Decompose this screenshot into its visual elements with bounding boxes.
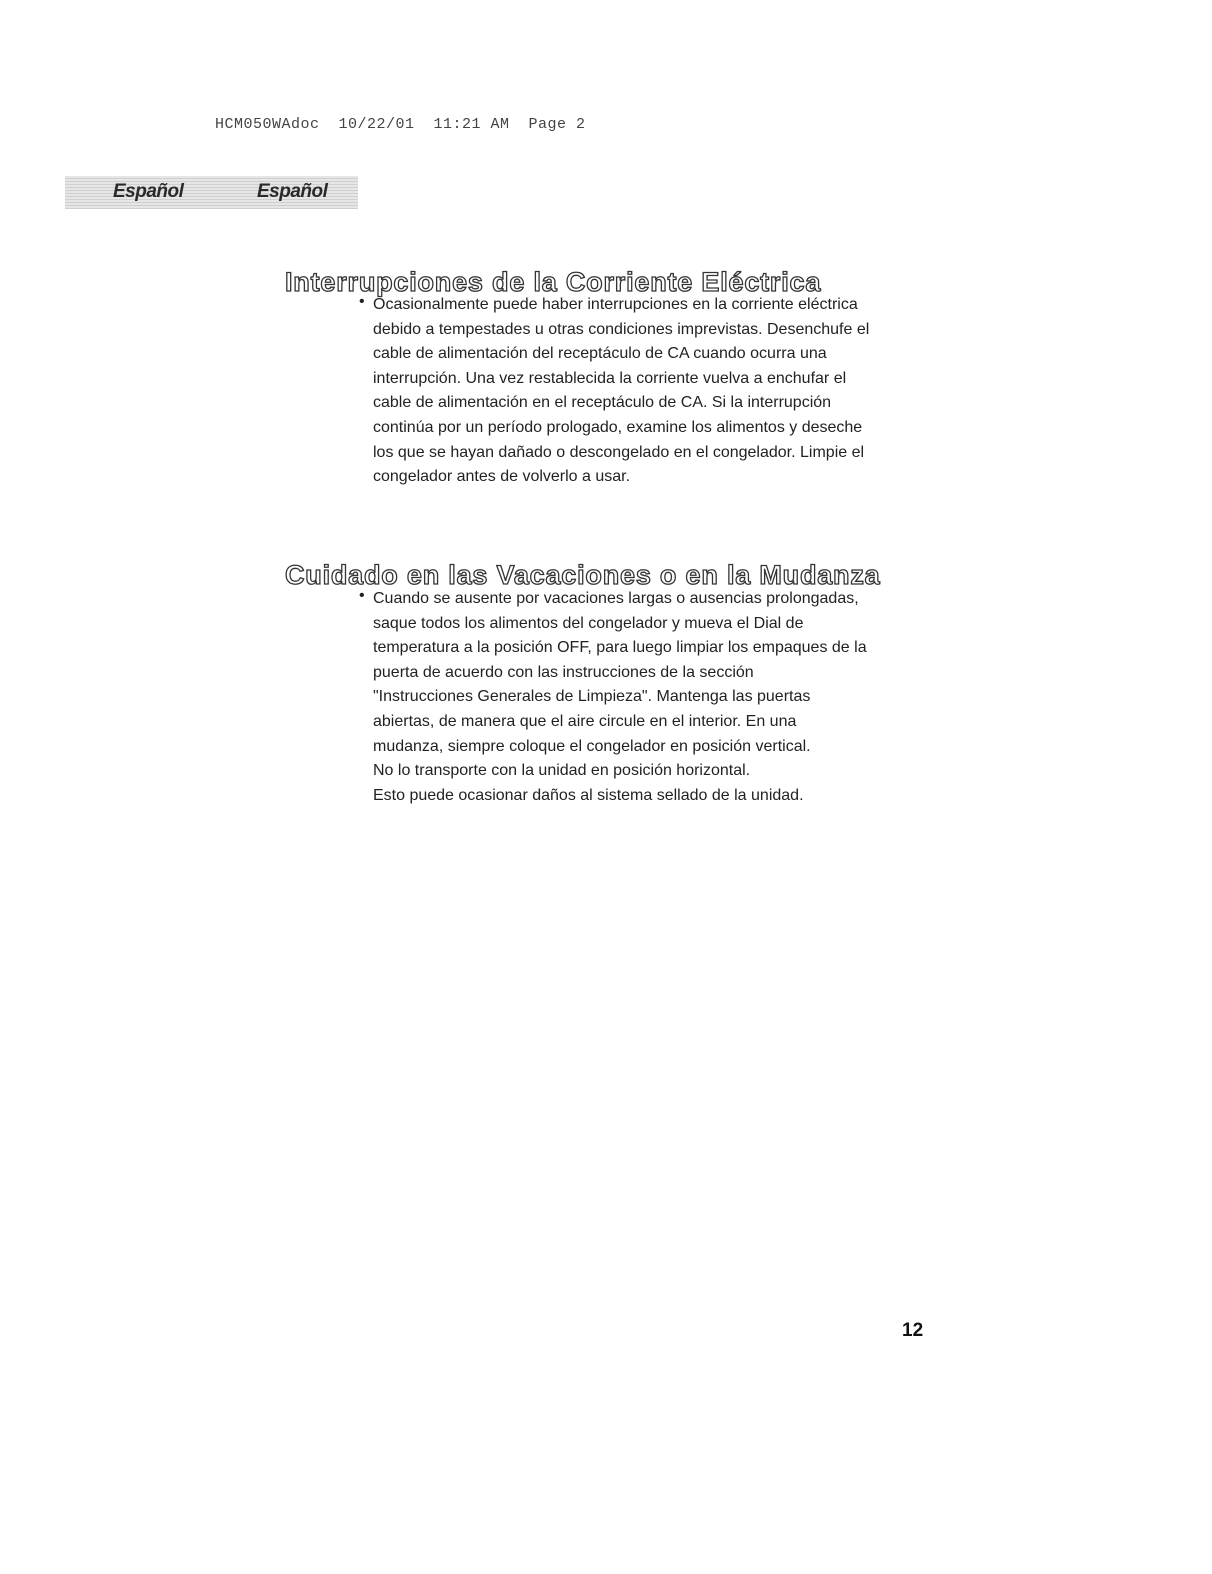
paragraph-line: congelador antes de volverlo a usar. [373, 468, 631, 486]
file-header: HCM050WAdoc 10/22/01 11:21 AM Page 2 [215, 116, 586, 133]
paragraph-line: Esto puede ocasionar daños al sistema sellado de la unidad. [373, 786, 804, 804]
paragraph-line: saque todos los alimentos del congelador y mueva el Dial de [373, 614, 804, 632]
bullet-marker: • [359, 293, 365, 310]
bullet-marker: • [359, 587, 365, 604]
paragraph-line: interrupción. Una vez restablecida la corriente vuelva a enchufar el [373, 369, 847, 387]
paragraph-line: mudanza, siempre coloque el congelador en posición vertical. [373, 737, 811, 755]
paragraph-line: cable de alimentación del receptáculo de CA cuando ocurra una [373, 345, 827, 363]
language-label-left: Español [113, 181, 184, 202]
paragraph-line: puerta de acuerdo con las instrucciones de la sección [373, 663, 754, 681]
paragraph-line: "Instrucciones Generales de Limpieza". Mantenga las puertas [373, 688, 811, 706]
paragraph-line: cable de alimentación en el receptáculo de CA. Si la interrupción [373, 394, 832, 412]
paragraph-line: debido a tempestades u otras condiciones imprevistas. Desenchufe el [373, 320, 870, 338]
section-paragraph-power-interruptions [373, 293, 933, 490]
paragraph-line: temperatura a la posición OFF, para luego limpiar los empaques de la [373, 639, 867, 657]
language-tab [65, 176, 358, 209]
paragraph-line: No lo transporte con la unidad en posición horizontal. [373, 762, 751, 780]
paragraph-line: Ocasionalmente puede haber interrupciones en la corriente eléctrica [373, 296, 858, 313]
paragraph-line: continúa por un período prologado, examine los alimentos y deseche [373, 418, 863, 436]
section-title-vacation-moving: Cuidado en las Vacaciones o en la Mudanza [285, 560, 881, 591]
language-label-right: Español [257, 181, 328, 202]
page-number: 12 [902, 1320, 924, 1341]
paragraph-line: Cuando se ausente por vacaciones largas o ausencias prolongadas, [373, 590, 859, 607]
paragraph-line: abiertas, de manera que el aire circule en el interior. En una [373, 712, 797, 730]
paragraph-line: los que se hayan dañado o descongelado en el congelador. Limpie el [373, 443, 865, 461]
section-title-power-interruptions: Interrupciones de la Corriente Eléctrica [285, 267, 822, 298]
section-paragraph-vacation-moving [373, 587, 933, 808]
